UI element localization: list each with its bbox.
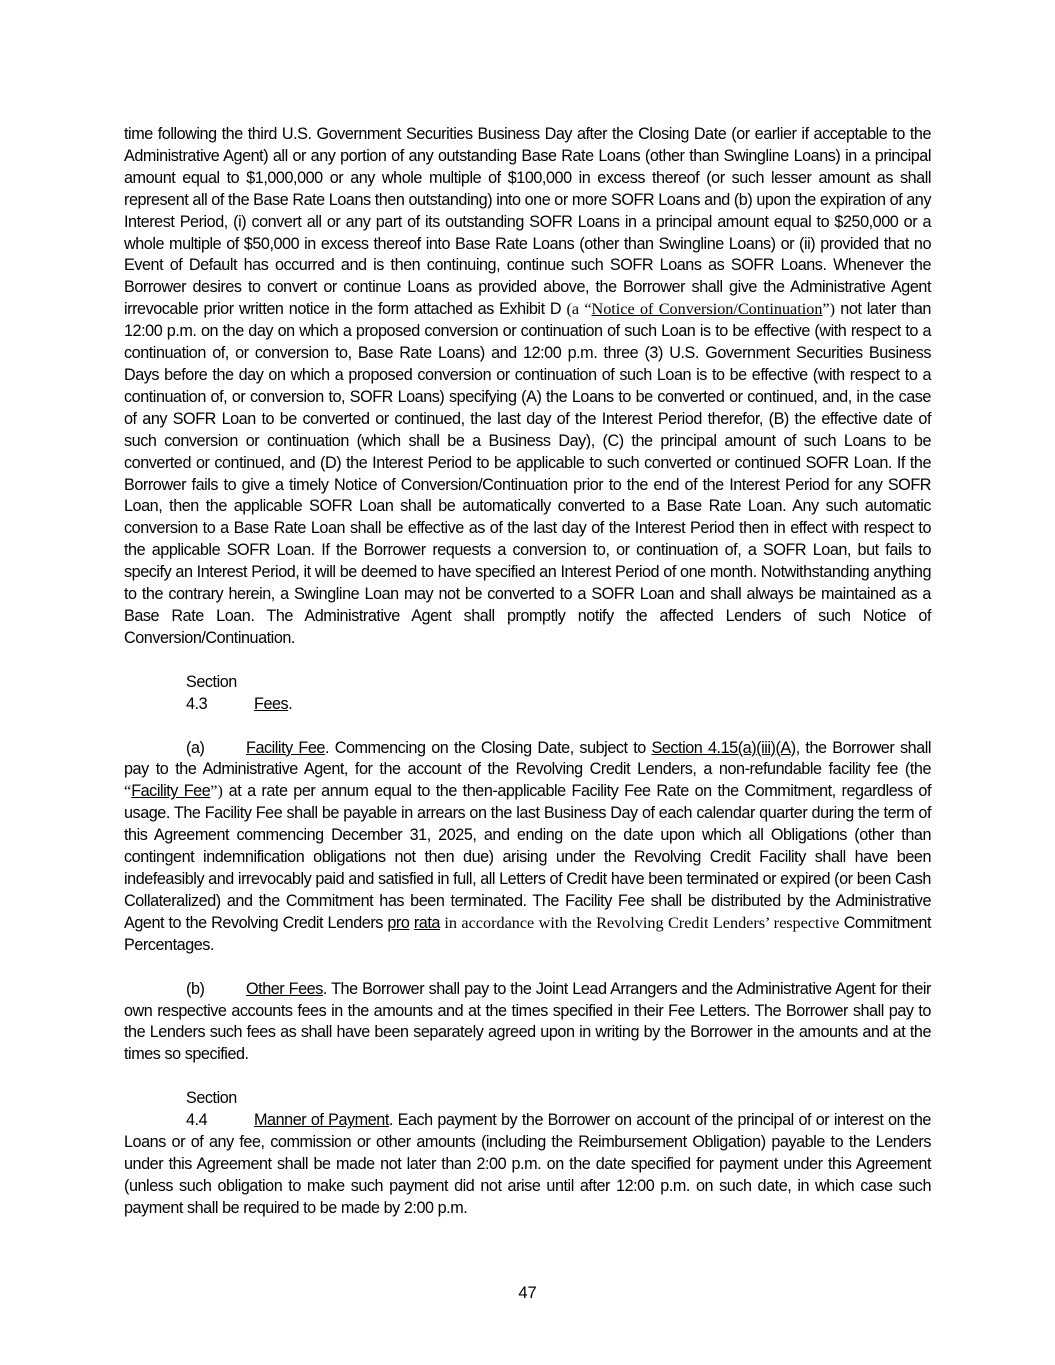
latin-term: rata (413, 913, 440, 932)
page-number: 47 (518, 1284, 537, 1302)
defined-term: Facility Fee (131, 782, 211, 801)
section-title-suffix: . (288, 694, 293, 713)
paragraph-text: . Each payment by the Borrower on account of the principal of or interest on the Loans or of any fee, commission or other amounts (including the Reimbursement Obligation) payable to the Lenders under this Agreement shall be made not later than 2:00 p.m. on the date specified for payment under this Agreement (unless such obligation to make such payment did not arise until after 12:00 p.m. on such date, in which case such payment shall be required to be made by 2:00 p.m. (124, 1111, 931, 1217)
paragraph-text: ”) (822, 300, 835, 319)
facility-fee-paragraph (124, 738, 931, 957)
cross-reference: Section 4.15(a)(iii)(A) (651, 738, 796, 757)
quote-mark: ”) (210, 782, 223, 801)
manner-of-payment-paragraph (124, 1088, 931, 1219)
page-body (124, 124, 931, 1220)
other-fees-paragraph (124, 979, 931, 1067)
section-heading (124, 672, 931, 716)
paragraph-heading: Other Fees (246, 979, 323, 998)
paragraph-text: Commitment Percentages. (124, 913, 931, 954)
paragraph-heading: Facility Fee (246, 738, 325, 757)
section-title: Fees (254, 694, 289, 713)
paragraph-text: . Commencing on the Closing Date, subject to (324, 738, 652, 757)
paragraph-label: (a) (186, 738, 205, 757)
paragraph-text: . The Borrower shall pay to the Joint Lead Arrangers and the Administrative Agent for their own respective accounts fees in the amounts and at the times specified in their Fee Letters. The Borrower shall pay to the Lenders such fees as shall have been separately agreed upon in writing by the Borrower in the amounts and at the times so specified. (124, 979, 931, 1064)
paragraph-text: (a “ (561, 300, 592, 319)
quote-mark: “ (124, 782, 132, 801)
latin-term: pro (387, 913, 410, 932)
paragraph-text: at a rate per annum equal to the then-applicable Facility Fee Rate on the Commitment, regardless of usage. The Facility Fee shall be payable in arrears on the last Business Day of each calendar quarter during the term of this Agreement commencing December 31, 2025, and ending on the date upon which all Obligations (other than contingent indemnification obligations not then due) arising under the Revolving Credit Facility shall have been indefeasibly and irrevocably paid and satisfied in full, all Letters of Credit have been terminated or expired (or been Cash Collateralized) and the Commitment has been terminated. The Facility Fee shall be distributed by the Administrative Agent to the Revolving Credit Lenders (124, 782, 931, 932)
paragraph-text: time following the third U.S. Government Securities Business Day after the Closing Date (or earlier if acceptable to the Administrative Agent) all or any portion of any outstanding Base Rate Loans (other than Swingline Loans) in a principal amount equal to $1,000,000 or any whole multiple of $100,000 in excess thereof (or such lesser amount as shall represent all of the Base Rate Loans then outstanding) into one or more SOFR Loans and (b) upon the expiration of any Interest Period, (i) convert all or any part of its outstanding SOFR Loans in a principal amount equal to $250,000 or a whole multiple of $50,000 in excess thereof into Base Rate Loans (other than Swingline Loans) or (ii) provided that no Event of Default has occurred and is then continuing, continue such SOFR Loans as SOFR Loans. Whenever the Borrower desires to convert or continue Loans as provided above, the Borrower shall give the Administrative Agent irrevocable prior written notice in the form attached as Exhibit D (124, 125, 931, 319)
section-number: Section 4.3 (186, 672, 237, 713)
section-title: Manner of Payment (254, 1111, 389, 1130)
paragraph-label: (b) (186, 979, 205, 998)
conversion-continuation-paragraph (124, 124, 931, 650)
defined-term: Notice of Conversion/Continuation (591, 300, 823, 319)
paragraph-text: not later than 12:00 p.m. on the day on which a proposed conversion or continuation of such Loan is to be effective (with respect to a continuation of, or conversion to, Base Rate Loans) and 12:00 p.m. three (3) U.S. Government Securities Business Days before the day on which a proposed conversion or continuation of such Loan is to be effective (with respect to a continuation of, or conversion to, SOFR Loans) specifying (A) the Loans to be converted or continued, and, in the case of any SOFR Loan to be converted or continued, the last day of the Interest Period therefor, (B) the effective date of such conversion or continuation (which shall be a Business Day), (C) the principal amount of such Loans to be converted or continued, and (D) the Interest Period to be applicable to such converted or continued SOFR Loan. If the Borrower fails to give a timely Notice of Conversion/Continuation prior to the end of the Interest Period for any SOFR Loan, then the applicable SOFR Loan shall be automatically converted to a Base Rate Loan. Any such automatic conversion to a Base Rate Loan shall be effective as of the last day of the Interest Period then in effect with respect to the applicable SOFR Loan. If the Borrower requests a conversion to, or continuation of, a SOFR Loan, but fails to specify an Interest Period, it will be deemed to have specified an Interest Period of one month. Notwithstanding anything to the contrary herein, a Swingline Loan may not be converted to a SOFR Loan and shall always be maintained as a Base Rate Loan. The Administrative Agent shall promptly notify the affected Lenders of such Notice of Conversion/Continuation. (124, 300, 931, 647)
paragraph-text: in accordance with the Revolving Credit Lenders’ respective (439, 913, 840, 932)
section-number: Section 4.4 (186, 1089, 237, 1130)
paragraph-text: , the Borrower shall pay to the Administrative Agent, for the account of the Revolving Credit Lenders, a non-refundable facility fee (the (124, 738, 932, 779)
